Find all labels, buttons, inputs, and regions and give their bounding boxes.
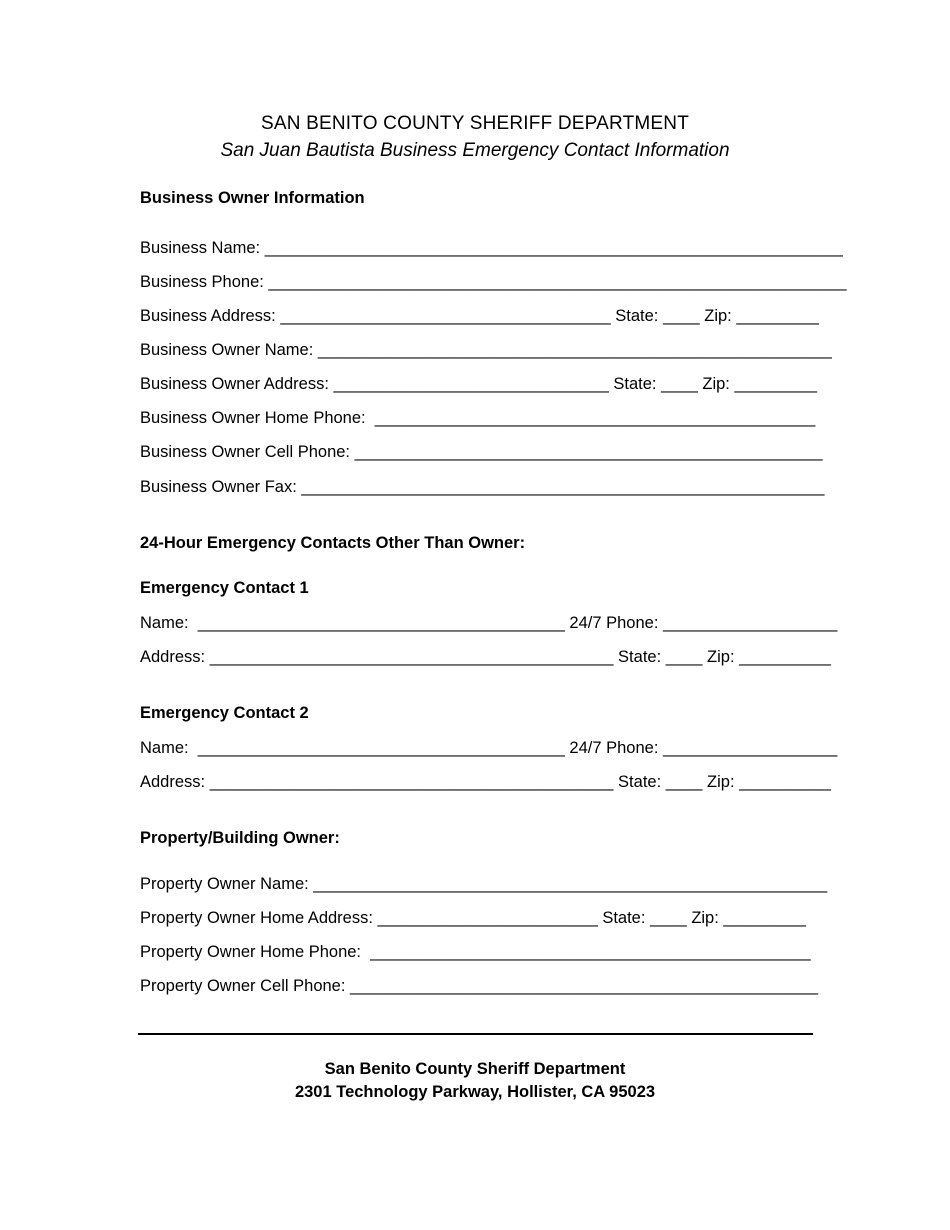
business-owner-address-field[interactable]: Business Owner Address: ______________________________ State: ____ Zip: _________ (140, 375, 818, 393)
emergency-contact-1-title: Emergency Contact 1 (140, 579, 309, 597)
business-owner-cell-phone-field[interactable]: Business Owner Cell Phone: ___________________________________________________ (140, 443, 823, 461)
business-owner-fax-field[interactable]: Business Owner Fax: _________________________________________________________ (140, 478, 825, 496)
emergency-section-title: 24-Hour Emergency Contacts Other Than Owner: (140, 534, 526, 552)
business-phone-field[interactable]: Business Phone: _______________________________________________________________ (140, 273, 847, 291)
footer-department: San Benito County Sheriff Department (324, 1060, 626, 1078)
property-owner-home-phone-field[interactable]: Property Owner Home Phone: ________________________________________________ (140, 943, 811, 961)
property-owner-name-field[interactable]: Property Owner Name: ________________________________________________________ (140, 875, 828, 893)
business-owner-section-title: Business Owner Information (140, 189, 365, 207)
emergency-contact-1-name-phone-field[interactable]: Name: ________________________________________ 24/7 Phone: ___________________ (140, 614, 838, 632)
business-name-field[interactable]: Business Name: _______________________________________________________________ (140, 239, 843, 257)
emergency-contact-2-name-phone-field[interactable]: Name: ________________________________________ 24/7 Phone: ___________________ (140, 739, 838, 757)
form-title: San Juan Bautista Business Emergency Contact Information (220, 140, 730, 161)
emergency-contact-2-title: Emergency Contact 2 (140, 704, 309, 722)
emergency-contact-1-address-field[interactable]: Address: ____________________________________________ State: ____ Zip: __________ (140, 648, 831, 666)
property-owner-home-address-field[interactable]: Property Owner Home Address: ________________________ State: ____ Zip: _________ (140, 909, 806, 927)
business-address-field[interactable]: Business Address: ____________________________________ State: ____ Zip: _________ (140, 307, 819, 325)
property-owner-section-title: Property/Building Owner: (140, 829, 340, 847)
agency-heading: SAN BENITO COUNTY SHERIFF DEPARTMENT (260, 113, 690, 134)
business-owner-home-phone-field[interactable]: Business Owner Home Phone: ________________________________________________ (140, 409, 816, 427)
emergency-contact-2-address-field[interactable]: Address: ____________________________________________ State: ____ Zip: __________ (140, 773, 831, 791)
property-owner-cell-phone-field[interactable]: Property Owner Cell Phone: ___________________________________________________ (140, 977, 819, 995)
footer-address: 2301 Technology Parkway, Hollister, CA 95023 (294, 1083, 656, 1101)
footer-divider (138, 1033, 813, 1035)
business-owner-name-field[interactable]: Business Owner Name: ________________________________________________________ (140, 341, 832, 359)
